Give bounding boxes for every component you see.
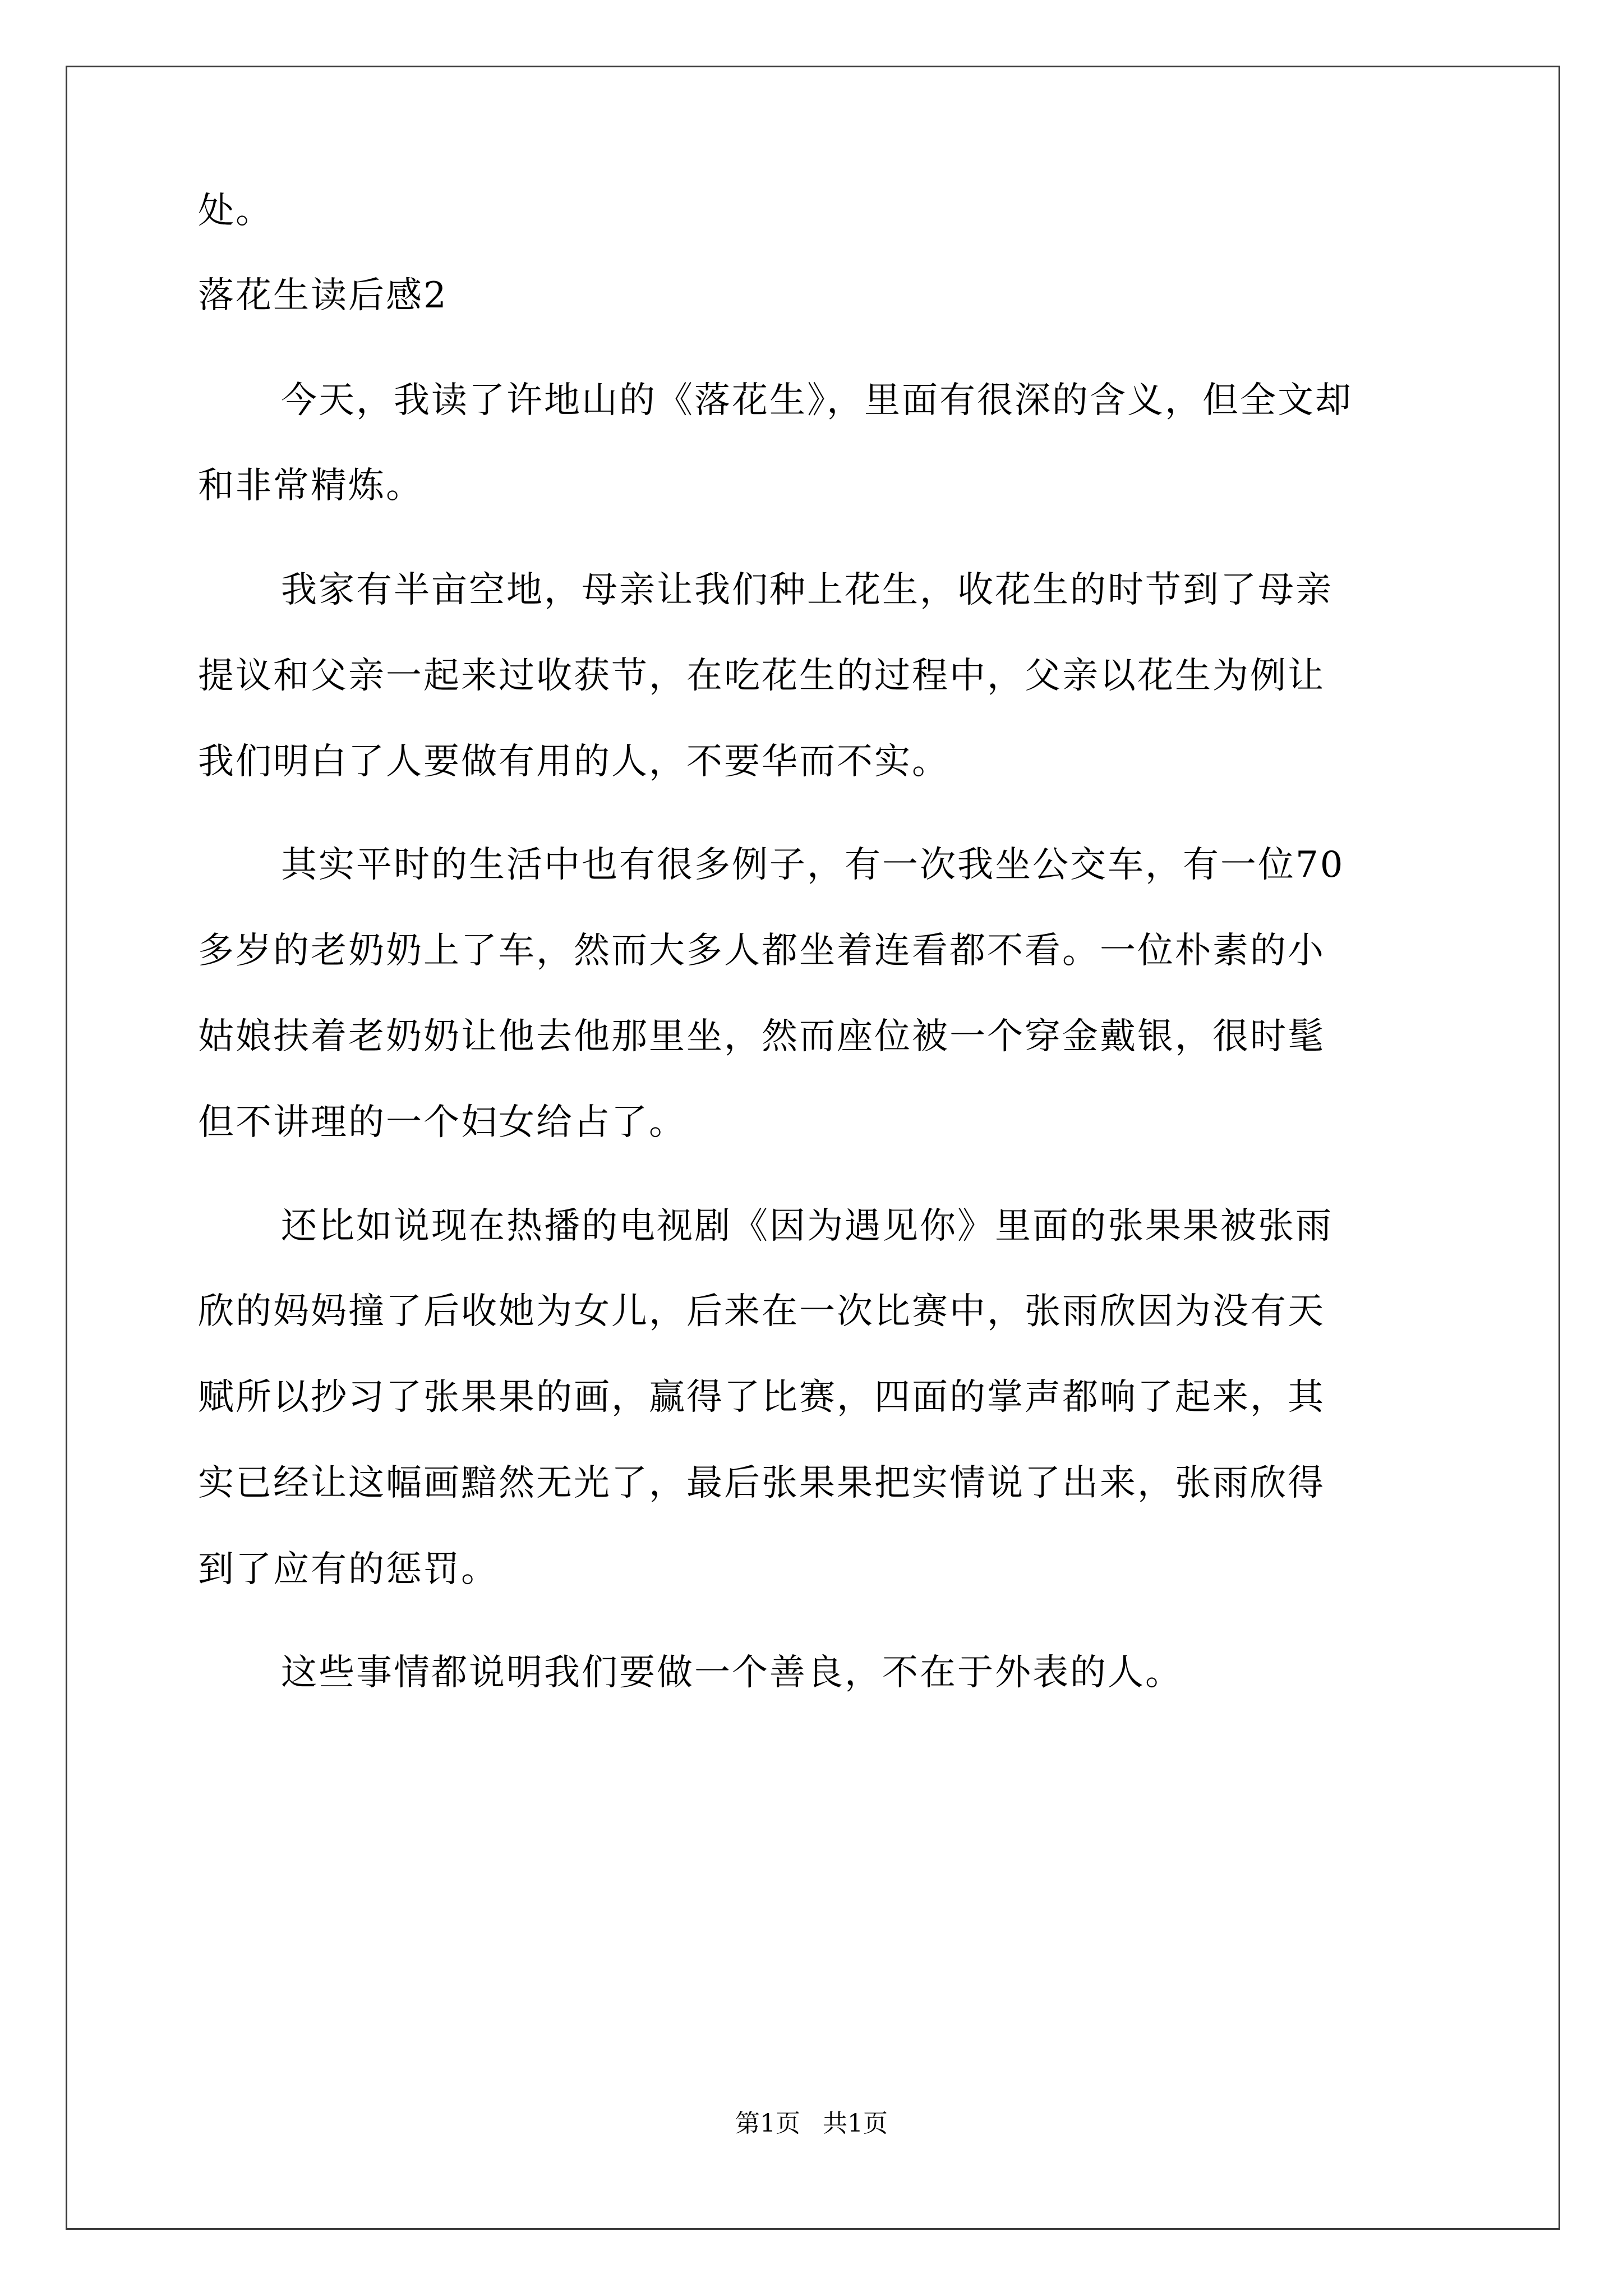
- text-line: 处。: [198, 190, 273, 232]
- text-line: 还比如说现在热播的电视剧《因为遇见你》里面的张果果被张雨: [281, 1205, 1333, 1247]
- text-line: 欣的妈妈撞了后收她为女儿，后来在一次比赛中，张雨欣因为没有天: [198, 1291, 1325, 1332]
- section-heading: 落花生读后感2: [198, 275, 448, 316]
- text-line: 姑娘扶着老奶奶让他去他那里坐，然而座位被一个穿金戴银，很时髦: [198, 1016, 1325, 1057]
- text-line: 但不讲理的一个妇女给占了。: [198, 1102, 686, 1143]
- page-number: 第1页: [735, 2109, 800, 2138]
- text-line: 我家有半亩空地，母亲让我们种上花生，收花生的时节到了母亲: [281, 569, 1333, 611]
- text-line: 这些事情都说明我们要做一个善良，不在于外表的人。: [281, 1652, 1183, 1694]
- text-line: 我们明白了人要做有用的人，不要华而不实。: [198, 741, 949, 783]
- text-line: 其实平时的生活中也有很多例子，有一次我坐公交车，有一位70: [281, 844, 1345, 886]
- text-line: 多岁的老奶奶上了车，然而大多人都坐着连看都不看。一位朴素的小: [198, 930, 1325, 972]
- text-line: 到了应有的惩罚。: [198, 1549, 499, 1590]
- text-line: 今天，我读了许地山的《落花生》，里面有很深的含义，但全文却: [281, 380, 1353, 421]
- text-line: 提议和父亲一起来过收获节，在吃花生的过程中，父亲以花生为例让: [198, 655, 1325, 697]
- page-footer: [0, 2109, 1623, 2138]
- page-total: 共1页: [823, 2109, 888, 2138]
- text-line: 赋所以抄习了张果果的画，赢得了比赛，四面的掌声都响了起来，其: [198, 1377, 1325, 1418]
- text-line: 实已经让这幅画黯然无光了，最后张果果把实情说了出来，张雨欣得: [198, 1462, 1325, 1504]
- text-line: 和非常精炼。: [198, 465, 423, 507]
